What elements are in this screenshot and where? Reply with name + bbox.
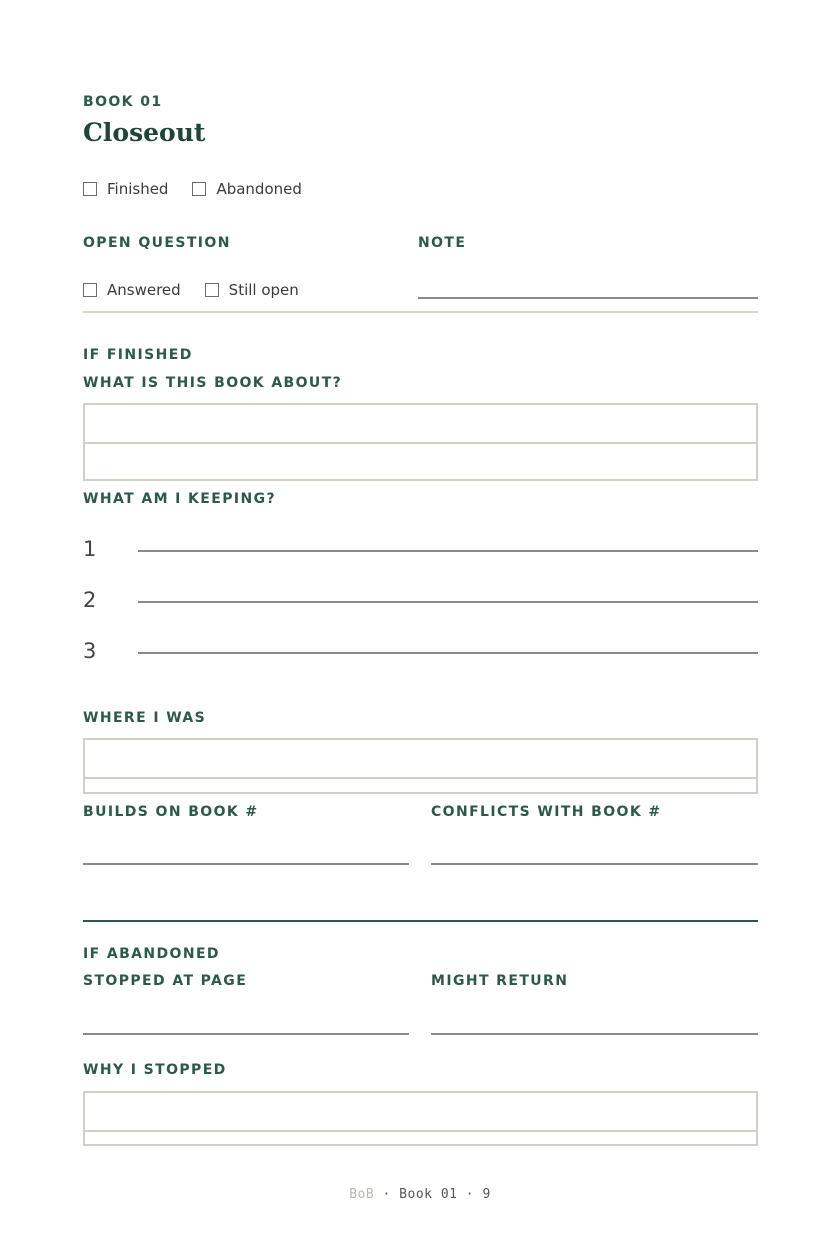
why-box-divider [85, 1130, 756, 1132]
footer-brand: BoB [349, 1187, 375, 1202]
stopped-label: STOPPED AT PAGE [83, 973, 248, 989]
section-divider [83, 311, 758, 313]
still-open-option[interactable] [205, 281, 299, 299]
open-question-label: OPEN QUESTION [83, 235, 231, 251]
if-finished-heading: IF FINISHED [83, 347, 193, 363]
abandoned-option[interactable] [192, 180, 301, 198]
keeping-line-2[interactable] [138, 601, 758, 603]
conflicts-line[interactable] [431, 863, 758, 865]
where-box-divider [85, 777, 756, 779]
answered-checkbox[interactable] [83, 283, 97, 297]
finished-checkbox[interactable] [83, 182, 97, 196]
keeping-line-1[interactable] [138, 550, 758, 552]
where-box[interactable] [83, 738, 758, 794]
keeping-label: WHAT AM I KEEPING? [83, 491, 277, 507]
still-open-checkbox[interactable] [205, 283, 219, 297]
book-kicker: BOOK 01 [83, 94, 163, 110]
keeping-number: 2 [83, 588, 97, 612]
about-box-divider [85, 442, 756, 444]
still-open-label: Still open [228, 281, 299, 299]
if-abandoned-heading: IF ABANDONED [83, 946, 220, 962]
about-box[interactable] [83, 403, 758, 481]
page-footer [0, 1187, 840, 1202]
stopped-line[interactable] [83, 1033, 409, 1035]
page-title: Closeout [83, 118, 206, 147]
note-label: NOTE [418, 235, 467, 251]
finished-option[interactable] [83, 180, 168, 198]
return-line[interactable] [431, 1033, 758, 1035]
builds-line[interactable] [83, 863, 409, 865]
where-label: WHERE I WAS [83, 710, 207, 726]
builds-label: BUILDS ON BOOK # [83, 804, 259, 820]
conflicts-label: CONFLICTS WITH BOOK # [431, 804, 662, 820]
keeping-number: 3 [83, 639, 97, 663]
why-box[interactable] [83, 1091, 758, 1146]
footer-text: · Book 01 · 9 [374, 1187, 491, 1202]
why-label: WHY I STOPPED [83, 1062, 227, 1078]
about-label: WHAT IS THIS BOOK ABOUT? [83, 375, 343, 391]
note-line[interactable] [418, 297, 758, 299]
answered-label: Answered [107, 281, 181, 299]
status-options [83, 180, 326, 198]
abandoned-checkbox[interactable] [192, 182, 206, 196]
keeping-number: 1 [83, 537, 97, 561]
finished-label: Finished [107, 180, 169, 198]
keeping-line-3[interactable] [138, 652, 758, 654]
section-divider-green [83, 920, 758, 922]
return-label: MIGHT RETURN [431, 973, 569, 989]
answered-option[interactable] [83, 281, 181, 299]
abandoned-label: Abandoned [216, 180, 302, 198]
open-question-options [83, 281, 323, 299]
